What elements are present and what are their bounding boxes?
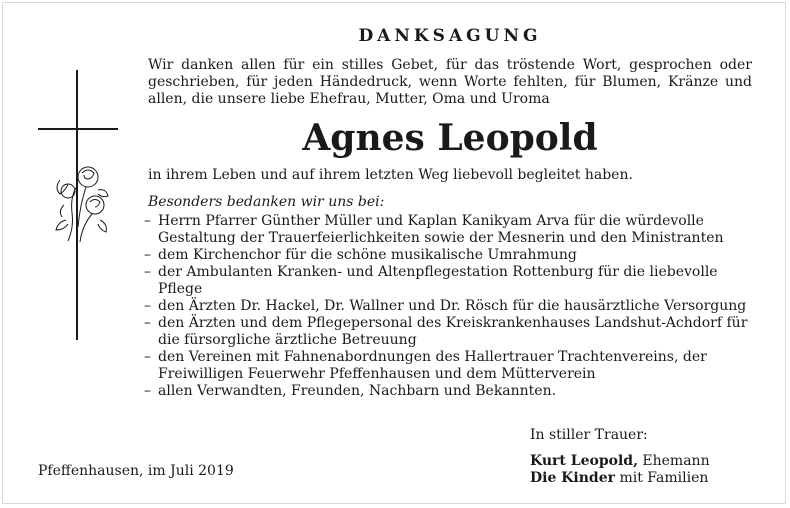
signoff-intro: In stiller Trauer: (530, 427, 648, 443)
cross-with-rose-icon (38, 70, 118, 340)
signoff-role-children: mit Familien (619, 470, 709, 486)
signoff (530, 427, 750, 487)
list-item: – allen Verwandten, Freunden, Nachbarn und Bekannten. (148, 383, 752, 400)
signoff-spacer (530, 444, 750, 453)
thanks-list (148, 213, 752, 400)
deceased-name: Agnes Leopold (302, 117, 598, 159)
list-item: – Herrn Pfarrer Günther Müller und Kaplan Kanikyam Arva für die würdevolle Gestaltung der Trauerfeierlichkeiten sowie der Mesnerin und den Ministranten (148, 213, 752, 247)
signoff-name-spouse: Kurt Leopold, (530, 453, 638, 469)
list-item: – den Vereinen mit Fahnenabordnungen des Hallertrauer Trachtenvereins, der Freiwilligen Feuerwehr Pfeffenhausen und dem Mütterverein (148, 349, 752, 383)
list-item: – den Ärzten Dr. Hackel, Dr. Wallner und Dr. Rösch für die hausärztliche Versorgung (148, 298, 752, 315)
after-name-text: in ihrem Leben und auf ihrem letzten Weg liebevoll begleitet haben. (148, 167, 633, 183)
place-date: Pfeffenhausen, im Juli 2019 (38, 463, 234, 479)
list-item: – dem Kirchenchor für die schöne musikalische Umrahmung (148, 247, 752, 264)
notice-heading: DANKSAGUNG (358, 26, 542, 46)
signoff-line-spouse (530, 453, 750, 470)
list-item: – der Ambulanten Kranken- und Altenpflegestation Rottenburg für die liebevolle Pflege (148, 264, 752, 298)
signoff-role-spouse: Ehemann (642, 453, 710, 469)
intro-text: Wir danken allen für ein stilles Gebet, für das tröstende Wort, gesprochen oder geschrieben, für jeden Händedruck, wenn Worte fehlten, für Blumen, Kränze und allen, die unsere liebe Ehefrau, Mutter, Oma und Uroma (148, 57, 752, 107)
thanks-heading: Besonders bedanken wir uns bei: (148, 194, 385, 210)
signoff-line-children (530, 470, 750, 487)
list-item: – den Ärzten und dem Pflegepersonal des Kreiskrankenhauses Landshut-Achdorf für die fürsorgliche ärztliche Betreuung (148, 315, 752, 349)
signoff-name-children: Die Kinder (530, 470, 615, 486)
